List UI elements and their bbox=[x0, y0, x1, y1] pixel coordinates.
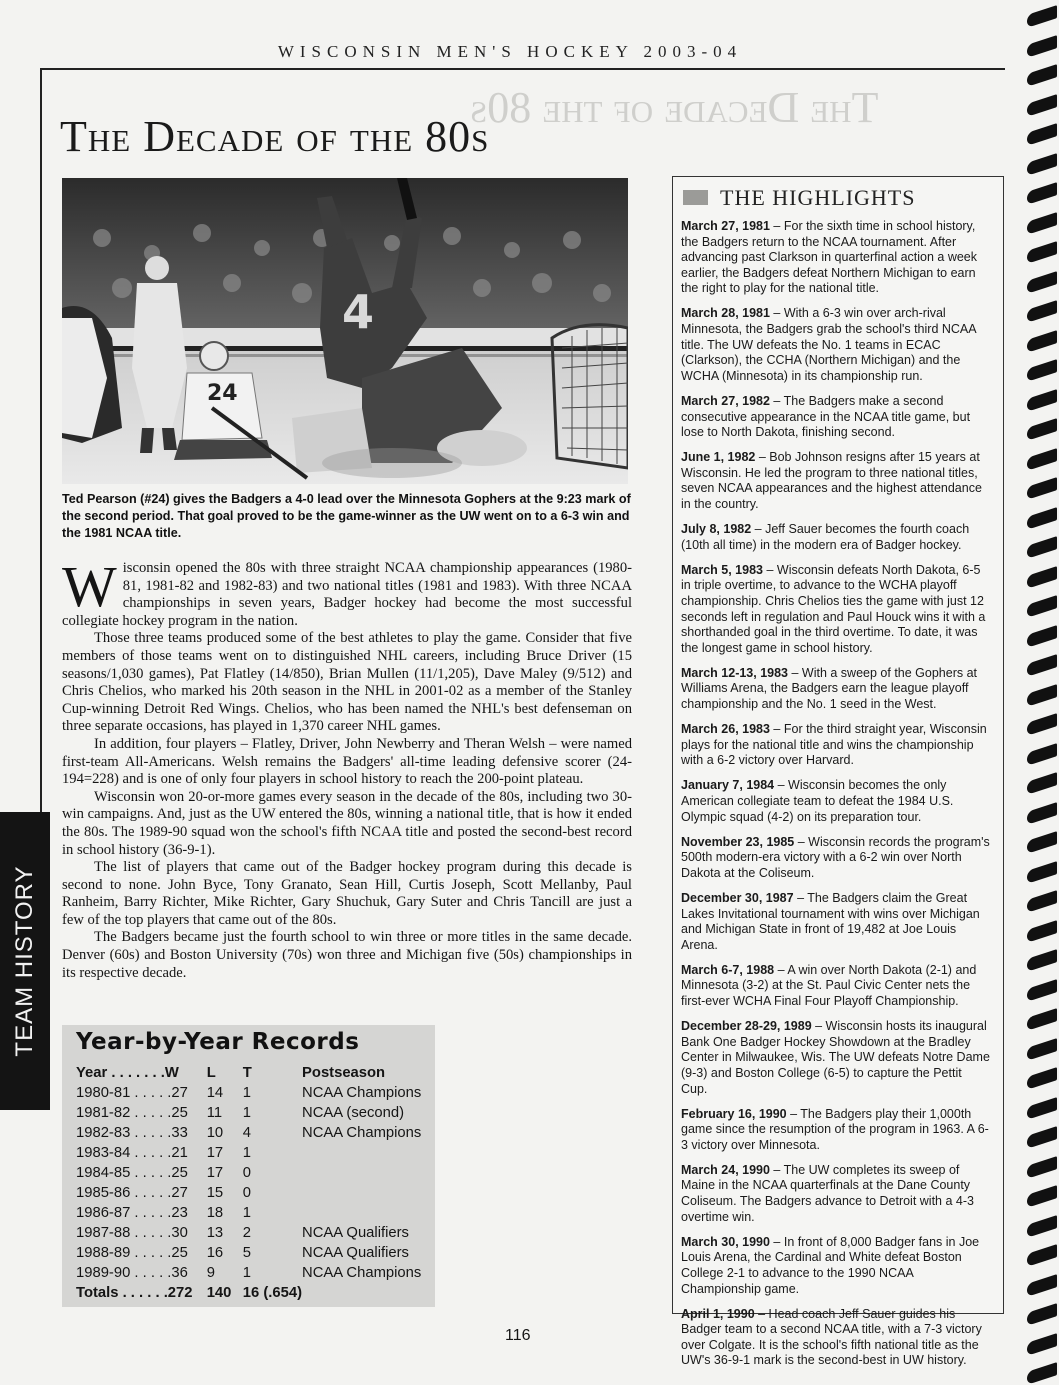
binding-coil bbox=[1027, 1067, 1057, 1090]
table-row bbox=[76, 1243, 435, 1263]
record-postseason: NCAA Champions bbox=[302, 1125, 422, 1141]
records-table bbox=[76, 1063, 435, 1303]
highlight-date: March 12-13, 1983 bbox=[681, 665, 789, 680]
highlight-date: March 30, 1990 bbox=[681, 1234, 770, 1249]
totals-row bbox=[76, 1283, 435, 1303]
table-row bbox=[76, 1163, 435, 1183]
highlight-text: – The Badgers make a second consecutive appearance in the NCAA title game, but lose to North Dakota, finishing second. bbox=[681, 393, 971, 440]
list-item bbox=[681, 306, 991, 384]
highlights-title: THE HIGHLIGHTS bbox=[720, 185, 916, 210]
running-head: WISCONSIN MEN'S HOCKEY 2003-04 bbox=[277, 42, 743, 61]
record-ties: 1 bbox=[242, 1205, 252, 1221]
binding-coil bbox=[1027, 448, 1057, 471]
record-postseason bbox=[302, 1203, 435, 1223]
table-row bbox=[76, 1263, 435, 1283]
record-year-wins: 1984-85 . . . . .25 bbox=[76, 1165, 188, 1181]
highlight-text: – Bob Johnson resigns after 15 years at Wisconsin. He led the program to three national titles, seven NCAA appearances and the highest attendance in the country. bbox=[681, 450, 982, 511]
binding-coil bbox=[1027, 64, 1057, 87]
highlight-text: – With a sweep of the Gophers at Williams Arena, the Badgers earn the league playoff championship and the No. 1 seed in the West. bbox=[681, 665, 978, 712]
binding-coil bbox=[1027, 123, 1057, 146]
highlight-text: – The Badgers claim the Great Lakes Invitational tournament with wins over Michigan and Michigan State in front of 19,482 at Joe Louis Arena. bbox=[681, 890, 980, 952]
list-item bbox=[681, 219, 991, 297]
binding-coil bbox=[1027, 861, 1057, 884]
binding-coil bbox=[1027, 1274, 1057, 1297]
list-item bbox=[681, 563, 991, 657]
binding-coil bbox=[1027, 1303, 1057, 1326]
binding-coil bbox=[1027, 212, 1057, 235]
record-losses: 17 bbox=[206, 1145, 224, 1161]
record-losses: 11 bbox=[206, 1105, 223, 1121]
record-postseason: NCAA Qualifiers bbox=[302, 1245, 409, 1261]
totals-postseason bbox=[302, 1283, 435, 1303]
highlight-text: – Wisconsin defeats North Dakota, 6-5 in triple overtime, to advance to the WCHA playoff championship. Chris Chelios ties the game with just 12 seconds left in regulation and Paul Houck wins it with a shorthanded goal in the third overtime. To date, it was the longest game in school history. bbox=[681, 562, 986, 655]
binding-coil bbox=[1027, 418, 1057, 441]
highlight-date: March 5, 1983 bbox=[681, 562, 763, 577]
show-through-title: The Decade of the 80s bbox=[470, 83, 879, 132]
records-col-l: L bbox=[206, 1065, 216, 1081]
highlight-text: – Wisconsin records the program's 500th modern-era victory with a 6-2 win over North Dakota at the Coliseum. bbox=[681, 834, 990, 880]
record-ties: 4 bbox=[242, 1125, 252, 1141]
jersey-number-24: 24 bbox=[207, 381, 238, 406]
article-paragraph-2: Those three teams produced some of the best athletes to play the game. Consider that five members of those teams went on to distinguished NHL careers, including Bruce Driver (15 seasons/1,030 games), Pat Flatley (14/850), Brian Mullen (11/1,205), Dave Maley (9/512) and Chris Chelios, who marked his 20th season in the NHL in 2001-02 as a member of the Stanley Cup-winning Detroit Red Wings. Chelios, who has been named the NHL's best defenseman on three separate occasions, has played in 1,370 career NHL games. bbox=[62, 630, 632, 735]
left-rule bbox=[40, 68, 42, 828]
record-year-wins: 1980-81 . . . . .27 bbox=[76, 1085, 188, 1101]
binding-coil bbox=[1027, 1185, 1057, 1208]
binding-coil bbox=[1027, 802, 1057, 825]
record-year-wins: 1986-87 . . . . .23 bbox=[76, 1205, 188, 1221]
binding-coil bbox=[1027, 153, 1057, 176]
highlight-date: January 7, 1984 bbox=[681, 778, 775, 793]
record-losses: 17 bbox=[206, 1165, 224, 1181]
list-item bbox=[681, 1163, 991, 1225]
binding-coil bbox=[1027, 1333, 1057, 1356]
list-item bbox=[681, 835, 991, 882]
highlight-date: December 28-29, 1989 bbox=[681, 1019, 812, 1034]
list-item bbox=[681, 1019, 991, 1097]
article-paragraph-6: The Badgers became just the fourth school to win three or more titles in the same decade. Denver (60s) and Boston University (70s) won three and Michigan five (50s) championships in its respective decade. bbox=[62, 929, 632, 981]
binding-coil bbox=[1027, 1038, 1057, 1061]
records-col-t: T bbox=[242, 1065, 252, 1081]
binding-coil bbox=[1027, 595, 1057, 618]
drop-cap: W bbox=[62, 554, 117, 619]
binding-coil bbox=[1027, 1156, 1057, 1179]
table-row bbox=[76, 1103, 435, 1123]
highlight-date: March 26, 1983 bbox=[681, 722, 770, 737]
highlight-text: – Jeff Sauer becomes the fourth coach (10th all time) in the modern era of Badger hockey. bbox=[681, 522, 970, 552]
record-losses: 16 bbox=[206, 1245, 224, 1261]
totals-ties: 16 (.654) bbox=[242, 1285, 303, 1301]
binding-coil bbox=[1027, 359, 1057, 382]
highlight-date: March 27, 1981 bbox=[681, 219, 770, 233]
record-ties: 0 bbox=[242, 1185, 252, 1201]
record-losses: 18 bbox=[206, 1205, 224, 1221]
binding-coil bbox=[1027, 182, 1057, 205]
totals-wins: Totals . . . . . .272 bbox=[76, 1285, 193, 1301]
binding-coil bbox=[1027, 241, 1057, 264]
list-item bbox=[681, 963, 991, 1010]
binding-coil bbox=[1027, 743, 1057, 766]
binding-coil bbox=[1027, 772, 1057, 795]
hockey-photo bbox=[62, 178, 628, 484]
highlight-date: December 30, 1987 bbox=[681, 890, 794, 905]
jersey-number-4: 4 bbox=[342, 285, 375, 339]
record-losses: 13 bbox=[206, 1225, 224, 1241]
highlight-text: – Wisconsin becomes the only American collegiate team to defeat the 1984 U.S. Olympic squad (4-2) on its preparation tour. bbox=[681, 778, 954, 824]
binding-coil bbox=[1027, 949, 1057, 972]
article-paragraph-4: Wisconsin won 20-or-more games every season in the decade of the 80s, including two 30-win campaigns. And, just as the UW entered the 80s, winning a national title, that is how it ended the 80s. The 1989-90 squad won the school's fifth NCAA title and posted the second-best record in school history (36-9-1). bbox=[62, 788, 632, 858]
record-year-wins: 1985-86 . . . . .27 bbox=[76, 1185, 188, 1201]
record-losses: 9 bbox=[206, 1265, 215, 1281]
record-postseason bbox=[302, 1183, 435, 1203]
highlight-date: March 28, 1981 bbox=[681, 306, 770, 321]
record-postseason: NCAA Champions bbox=[302, 1265, 422, 1281]
record-ties: 2 bbox=[242, 1225, 252, 1241]
highlight-date: June 1, 1982 bbox=[681, 450, 756, 465]
page-number: 116 bbox=[505, 1327, 531, 1344]
binding-coil bbox=[1027, 271, 1057, 294]
record-postseason bbox=[302, 1143, 435, 1163]
binding-coil bbox=[1027, 1215, 1057, 1238]
binding-coil bbox=[1027, 684, 1057, 707]
table-row bbox=[76, 1203, 435, 1223]
highlight-text: – The Badgers play their 1,000th game since the resumption of the program in 1963. A 6-3 victory over Minnesota. bbox=[681, 1106, 989, 1152]
hockey-photo-illustration bbox=[62, 178, 628, 484]
highlight-text: – Head coach Jeff Sauer guides his Badger team to a second NCAA title, with a 7-3 victory over Colgate. It is the school's fifth national title as the UW's 36-9-1 mark is the second-best in UW history. bbox=[681, 1306, 982, 1368]
article-body bbox=[62, 554, 632, 982]
binding-coil bbox=[1027, 1244, 1057, 1267]
record-postseason: NCAA Qualifiers bbox=[302, 1225, 409, 1241]
binding-coil bbox=[1027, 831, 1057, 854]
square-bullet-icon bbox=[683, 190, 708, 205]
list-item bbox=[681, 722, 991, 769]
highlight-text: – For the sixth time in school history, the Badgers return to the NCAA tournament. After advancing past Clarkson in quarterfinal action a week earlier, the Badgers defeat Northern Michigan to earn the right to play for the national title. bbox=[681, 219, 978, 296]
binding-coil bbox=[1027, 1097, 1057, 1120]
binding-coil bbox=[1027, 890, 1057, 913]
article-paragraph-3: In addition, four players – Flatley, Driver, John Newberry and Theran Welsh – were named first-team All-Americans. Welsh remains the Badgers' all-time leading defensive scorer (24-194=228) and is one of only four players in school history to reach the 200-point plateau. bbox=[62, 735, 632, 788]
record-postseason: NCAA (second) bbox=[302, 1105, 405, 1121]
binding-coil bbox=[1027, 35, 1057, 58]
list-item bbox=[681, 1307, 991, 1369]
binding-coil bbox=[1027, 566, 1057, 589]
binding-coil bbox=[1027, 536, 1057, 559]
binding-coil bbox=[1027, 625, 1057, 648]
list-item bbox=[681, 1107, 991, 1154]
highlight-date: July 8, 1982 bbox=[681, 522, 752, 537]
list-item bbox=[681, 1235, 991, 1297]
highlight-date: March 6-7, 1988 bbox=[681, 962, 775, 977]
highlight-date: March 24, 1990 bbox=[681, 1162, 770, 1177]
binding-coil bbox=[1027, 389, 1057, 412]
records-col-postseason: Postseason bbox=[302, 1065, 386, 1081]
table-row bbox=[76, 1123, 435, 1143]
binding-coil bbox=[1027, 1126, 1057, 1149]
section-tab-label: TEAM HISTORY bbox=[11, 865, 38, 1057]
totals-losses: 140 bbox=[206, 1285, 232, 1301]
binding-coil bbox=[1027, 507, 1057, 530]
list-item bbox=[681, 666, 991, 713]
list-item bbox=[681, 522, 991, 553]
records-box bbox=[62, 1025, 435, 1307]
record-losses: 14 bbox=[206, 1085, 224, 1101]
record-postseason: NCAA Champions bbox=[302, 1085, 422, 1101]
record-year-wins: 1981-82 . . . . .25 bbox=[76, 1105, 188, 1121]
binding-coil bbox=[1027, 477, 1057, 500]
highlight-date: April 1, 1990 bbox=[681, 1306, 755, 1321]
table-row bbox=[76, 1083, 435, 1103]
highlight-date: November 23, 1985 bbox=[681, 834, 795, 849]
binding-coil bbox=[1027, 5, 1057, 28]
records-header-row bbox=[76, 1063, 435, 1083]
record-year-wins: 1987-88 . . . . .30 bbox=[76, 1225, 188, 1241]
highlight-text: – The UW completes its sweep of Maine in the NCAA quarterfinals at the Dane County Coliseum. The Badgers advance to Detroit with a 4-3 overtime win. bbox=[681, 1162, 974, 1224]
binding-coil bbox=[1027, 713, 1057, 736]
record-losses: 15 bbox=[206, 1185, 224, 1201]
highlights-box bbox=[672, 176, 1004, 1368]
record-ties: 1 bbox=[242, 1145, 252, 1161]
record-postseason bbox=[302, 1163, 435, 1183]
highlight-date: February 16, 1990 bbox=[681, 1106, 787, 1121]
highlight-text: – In front of 8,000 Badger fans in Joe Louis Arena, the Cardinal and White defeat Boston College 2-1 to advance to the 1990 NCAA Championship game. bbox=[681, 1234, 980, 1296]
binding-coil bbox=[1027, 979, 1057, 1002]
table-row bbox=[76, 1183, 435, 1203]
header-rule bbox=[40, 68, 1005, 70]
article-paragraph-5: The list of players that came out of the Badger hockey program during this decade is second to none. John Byce, Tony Granato, Sean Hill, Curtis Joseph, Scott Mellanby, Paul Ranheim, Barry Richter, Mike Richter, Gary Shuchuk, Gary Suter and Chris Tancill are just a few of the top players that came out of the 80s. bbox=[62, 859, 632, 928]
highlights-heading bbox=[683, 185, 915, 211]
record-year-wins: 1989-90 . . . . .36 bbox=[76, 1265, 188, 1281]
record-ties: 1 bbox=[242, 1265, 252, 1281]
record-year-wins: 1982-83 . . . . .33 bbox=[76, 1125, 188, 1141]
article-paragraph-1 bbox=[62, 554, 632, 630]
list-item bbox=[681, 450, 991, 512]
highlight-text: – For the third straight year, Wisconsin plays for the national title and wins the championship with a 6-2 victory over Harvard. bbox=[681, 722, 987, 768]
record-losses: 10 bbox=[206, 1125, 224, 1141]
binding-coil bbox=[1027, 654, 1057, 677]
spiral-binding bbox=[1027, 0, 1059, 1380]
highlight-text: – With a 6-3 win over arch-rival Minnesota, the Badgers grab the school's third NCAA title. The UW defeats the No. 1 teams in ECAC (Clarkson), the CCHA (Northern Michigan) and the WCHA (Minnesota) in its championship run. bbox=[681, 306, 976, 383]
list-item bbox=[681, 394, 991, 441]
record-ties: 5 bbox=[242, 1245, 252, 1261]
binding-coil bbox=[1027, 94, 1057, 117]
records-col-year: Year . . . . . . .W bbox=[76, 1065, 179, 1081]
records-title: Year-by-Year Records bbox=[76, 1029, 360, 1055]
photo-caption: Ted Pearson (#24) gives the Badgers a 4-0 lead over the Minnesota Gophers at the 9:23 mark of the second period. That goal proved to be the game-winner as the UW went on to a 6-3 win and the 1981 NCAA title. bbox=[62, 492, 631, 540]
binding-coil bbox=[1027, 1008, 1057, 1031]
table-row bbox=[76, 1223, 435, 1243]
list-item bbox=[681, 891, 991, 953]
record-year-wins: 1988-89 . . . . .25 bbox=[76, 1245, 188, 1261]
binding-coil bbox=[1027, 920, 1057, 943]
highlight-date: March 27, 1982 bbox=[681, 393, 770, 408]
record-ties: 1 bbox=[242, 1105, 252, 1121]
record-year-wins: 1983-84 . . . . .21 bbox=[76, 1145, 188, 1161]
highlight-text: – A win over North Dakota (2-1) and Minnesota (3-2) at the St. Paul Civic Center nets the first-ever WCHA Final Four Playoff Championship. bbox=[681, 962, 977, 1009]
paragraph-1-text: isconsin opened the 80s with three straight NCAA championship appearances (1980-81, 1981-82 and 1982-83) and two national titles (1981 and 1983). With three NCAA championships in seven years, Badger hockey had become the most successful collegiate hockey program in the nation. bbox=[62, 560, 632, 629]
highlights-list bbox=[681, 219, 991, 1379]
binding-coil bbox=[1027, 1362, 1057, 1385]
record-ties: 1 bbox=[242, 1085, 252, 1101]
binding-coil bbox=[1027, 300, 1057, 323]
page-title: The Decade of the 80s bbox=[60, 112, 490, 162]
table-row bbox=[76, 1143, 435, 1163]
list-item bbox=[681, 778, 991, 825]
highlight-text: – Wisconsin hosts its inaugural Bank One Badger Hockey Showdown at the Bradley Center in Milwaukee, Wis. The UW defeats Notre Dame (9-3) and Boston College (6-5) to capture the Pettit Cup. bbox=[681, 1019, 990, 1096]
binding-coil bbox=[1027, 330, 1057, 353]
record-ties: 0 bbox=[242, 1165, 252, 1181]
